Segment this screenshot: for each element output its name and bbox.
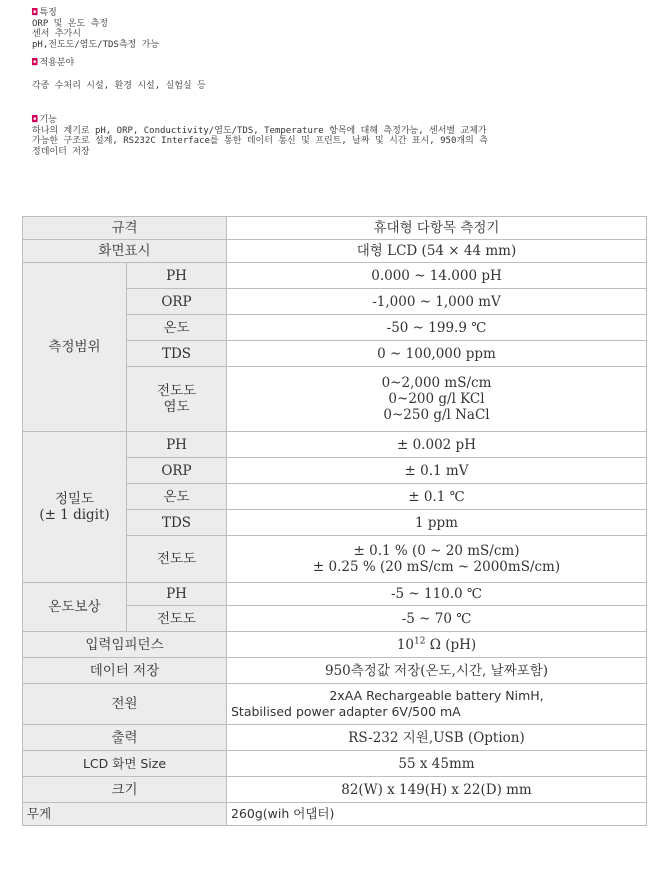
lcd-size-value: 55 x 45mm [227,751,647,777]
acc-orp-value: ± 0.1 mV [227,458,647,484]
functions-title-text: 기능 [39,115,57,125]
square-bullet-icon: ◘ [32,115,38,125]
acc-ph-label: PH [127,432,227,458]
features-title-text: 특징 [39,8,57,18]
functions-line: 하나의 계기로 pH, ORP, Conductivity/염도/TDS, Temperature 항목에 대해 측정가능, 센서별 교체가 [32,125,487,136]
functions-section [32,115,632,157]
table-row [23,725,647,751]
acc-cond-value-line: ± 0.1 % (0 ~ 20 mS/cm) [353,543,520,559]
range-cond-label-line: 전도도 [156,383,197,399]
range-orp-label: ORP [127,289,227,315]
acc-cond-label: 전도도 [127,536,227,583]
table-row [23,432,647,458]
square-bullet-icon: ◘ [32,58,38,68]
range-cond-label [127,367,227,432]
table-row [23,777,647,803]
acc-cond-value-line: ± 0.25 % (20 mS/cm ~ 2000mS/cm) [312,559,561,575]
acc-cond-value [227,536,647,583]
features-line: pH,전도도/염도/TDS측정 가능 [32,39,160,50]
functions-title [32,115,632,126]
range-cond-value-line: 0~2,000 mS/cm [381,375,492,391]
table-row [23,658,647,684]
acc-orp-label: ORP [127,458,227,484]
power-value [227,684,647,725]
features-title [32,8,632,19]
spec-value: 휴대형 다항목 측정기 [227,217,647,240]
features-section [32,8,632,50]
accuracy-label-line: (± 1 digit) [39,507,110,523]
tc-cond-label: 전도도 [127,606,227,632]
size-value: 82(W) x 149(H) x 22(D) mm [227,777,647,803]
range-cond-value [227,367,647,432]
tc-cond-value: -5 ~ 70 ℃ [227,606,647,632]
range-cond-label-line: 염도 [163,399,190,415]
range-temp-label: 온도 [127,315,227,341]
impedance-base: 10 [396,636,414,653]
range-ph-value: 0.000 ~ 14.000 pH [227,263,647,289]
data-storage-label: 데이터 저장 [23,658,227,684]
power-value-line: Stabilised power adapter 6V/500 mA [231,704,461,719]
range-tds-value: 0 ~ 100,000 ppm [227,341,647,367]
acc-ph-value: ± 0.002 pH [227,432,647,458]
tc-ph-label: PH [127,583,227,606]
data-storage-value: 950측정값 저장(온도,시간, 날짜포함) [227,658,647,684]
features-line: ORP 및 온도 측정 [32,18,108,29]
accuracy-label [23,432,127,583]
range-tds-label: TDS [127,341,227,367]
acc-temp-label: 온도 [127,484,227,510]
range-ph-label: PH [127,263,227,289]
functions-line: 가능한 구조로 설계, RS232C Interface를 통한 데이터 통신 및 프린트, 날짜 및 시간 표시, 950개의 측 [32,136,488,146]
acc-temp-value: ± 0.1 ℃ [227,484,647,510]
applications-line: 각종 수처리 시설, 환경 시설, 실험실 등 [32,80,206,91]
functions-line: 정데이터 저장 [32,146,90,157]
output-value: RS-232 지원,USB (Option) [227,725,647,751]
product-intro [32,8,632,157]
weight-label: 무게 [23,803,227,826]
range-cond-value-line: 0~200 g/l KCl [388,391,485,407]
applications-title [32,58,632,69]
table-row [23,751,647,777]
acc-tds-label: TDS [127,510,227,536]
table-row [23,240,647,263]
applications-section [32,58,632,91]
range-temp-value: -50 ~ 199.9 ℃ [227,315,647,341]
table-row [23,684,647,725]
tc-ph-value: -5 ~ 110.0 ℃ [227,583,647,606]
output-label: 출력 [23,725,227,751]
power-value-line: 2xAA Rechargeable battery NimH, [329,688,544,703]
impedance-exponent: 12 [414,636,426,646]
range-orp-value: -1,000 ~ 1,000 mV [227,289,647,315]
impedance-label: 입력임피던스 [23,632,227,658]
temp-comp-label: 온도보상 [23,583,127,632]
impedance-value [227,632,647,658]
lcd-size-label: LCD 화면 Size [23,751,227,777]
range-label: 측정범위 [23,263,127,432]
impedance-unit: Ω (pH) [425,636,477,653]
range-cond-value-line: 0~250 g/l NaCl [383,407,490,423]
table-row [23,803,647,826]
table-row [23,632,647,658]
weight-value: 260g(wih 어댑터) [227,803,647,826]
table-row [23,217,647,240]
applications-title-text: 적용분야 [39,58,75,68]
size-label: 크기 [23,777,227,803]
table-row [23,263,647,289]
display-value: 대형 LCD (54 × 44 mm) [227,240,647,263]
accuracy-label-line: 정밀도 [54,491,95,507]
acc-tds-value: 1 ppm [227,510,647,536]
display-label: 화면표시 [23,240,227,263]
table-row [23,583,647,606]
spec-table [22,216,647,826]
spec-label: 규격 [23,217,227,240]
power-label: 전원 [23,684,227,725]
square-bullet-icon: ◘ [32,8,38,18]
features-line: 센서 추가시 [32,29,81,39]
